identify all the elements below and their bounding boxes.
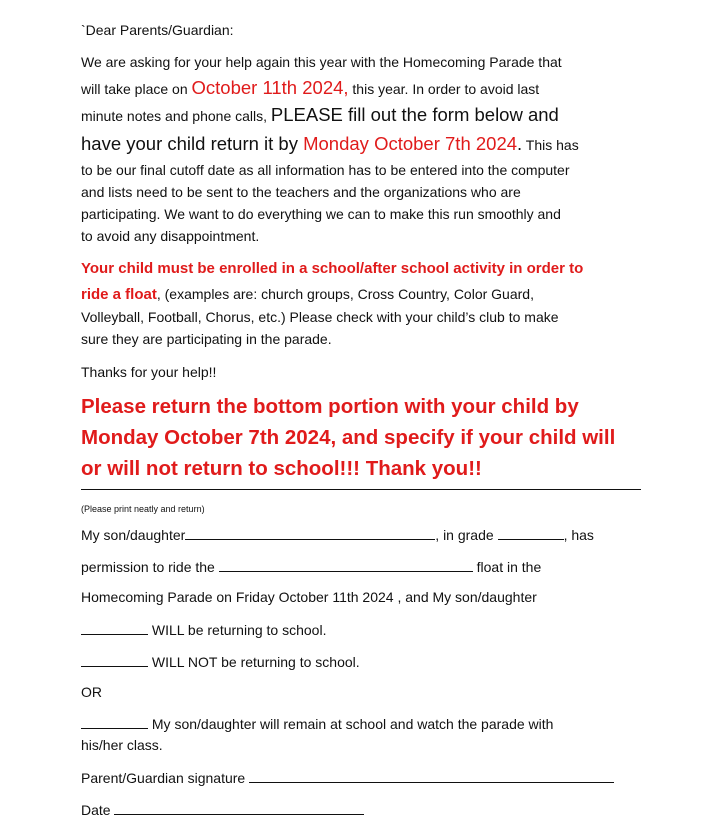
text: will take place on xyxy=(81,81,192,97)
text-line xyxy=(81,106,559,125)
form-row xyxy=(81,800,364,819)
notice-line: or will not return to school!!! Thank you!! xyxy=(81,457,482,480)
text-line xyxy=(81,79,539,98)
child-name-field[interactable] xyxy=(185,525,435,540)
notice-line: Please return the bottom portion with your child by xyxy=(81,395,579,418)
text-line: and lists need to be sent to the teachers and the organizations who are xyxy=(81,184,521,200)
label: Date xyxy=(81,802,115,818)
text-line: to be our final cutoff date as all information has to be entered into the computer xyxy=(81,162,570,178)
label: permission to ride the xyxy=(81,559,219,575)
text-line: Your child must be enrolled in a school/after school activity in order to xyxy=(81,260,584,277)
greeting: `Dear Parents/Guardian: xyxy=(81,22,234,38)
form-row xyxy=(81,620,326,639)
grade-field[interactable] xyxy=(498,525,564,540)
date-field[interactable] xyxy=(114,800,364,815)
float-name-field[interactable] xyxy=(219,557,473,572)
text: This has xyxy=(522,137,579,153)
or-label: OR xyxy=(81,684,102,700)
form-note: (Please print neatly and return) xyxy=(81,504,205,514)
form-row xyxy=(81,768,614,787)
parade-date: October 11th 2024, xyxy=(191,77,349,98)
form-row: his/her class. xyxy=(81,737,163,753)
label: My son/daughter will remain at school and watch the parade with xyxy=(148,716,554,732)
signature-field[interactable] xyxy=(249,768,614,783)
text: this year. In order to avoid last xyxy=(348,81,540,97)
text: . xyxy=(517,133,523,154)
form-row xyxy=(81,714,553,733)
label: float in the xyxy=(472,559,542,575)
text-line: sure they are participating in the parade. xyxy=(81,331,332,347)
will-not-return-field[interactable] xyxy=(81,652,148,667)
label: WILL be returning to school. xyxy=(148,622,327,638)
label: , in grade xyxy=(435,527,498,543)
text-line: to avoid any disappointment. xyxy=(81,228,260,244)
text-line xyxy=(81,135,579,154)
text: minute notes and phone calls, xyxy=(81,108,271,124)
form-row xyxy=(81,525,594,544)
label: My son/daughter xyxy=(81,527,186,543)
thanks-text: Thanks for your help!! xyxy=(81,364,217,380)
label: Parent/Guardian signature xyxy=(81,770,250,786)
remain-at-school-field[interactable] xyxy=(81,714,148,729)
text-line: We are asking for your help again this year with the Homecoming Parade that xyxy=(81,54,562,70)
will-return-field[interactable] xyxy=(81,620,148,635)
divider xyxy=(81,489,641,490)
notice-line: Monday October 7th 2024, and specify if your child will xyxy=(81,426,616,449)
label: WILL NOT be returning to school. xyxy=(148,654,360,670)
text: ride a float xyxy=(81,286,157,303)
deadline-date: Monday October 7th 2024 xyxy=(303,133,518,154)
form-row: Homecoming Parade on Friday October 11th 2024 , and My son/daughter xyxy=(81,589,537,605)
emphasis-text: have your child return it by xyxy=(81,133,304,154)
text-line xyxy=(81,285,534,304)
label: , has xyxy=(563,527,594,543)
text-line: Volleyball, Football, Chorus, etc.) Please check with your child’s club to make xyxy=(81,309,559,325)
text: , (examples are: church groups, Cross Country, Color Guard, xyxy=(156,286,534,302)
emphasis-text: PLEASE fill out the form below and xyxy=(270,104,559,125)
form-row xyxy=(81,557,541,576)
form-row xyxy=(81,652,360,671)
text-line: participating. We want to do everything we can to make this run smoothly and xyxy=(81,206,561,222)
